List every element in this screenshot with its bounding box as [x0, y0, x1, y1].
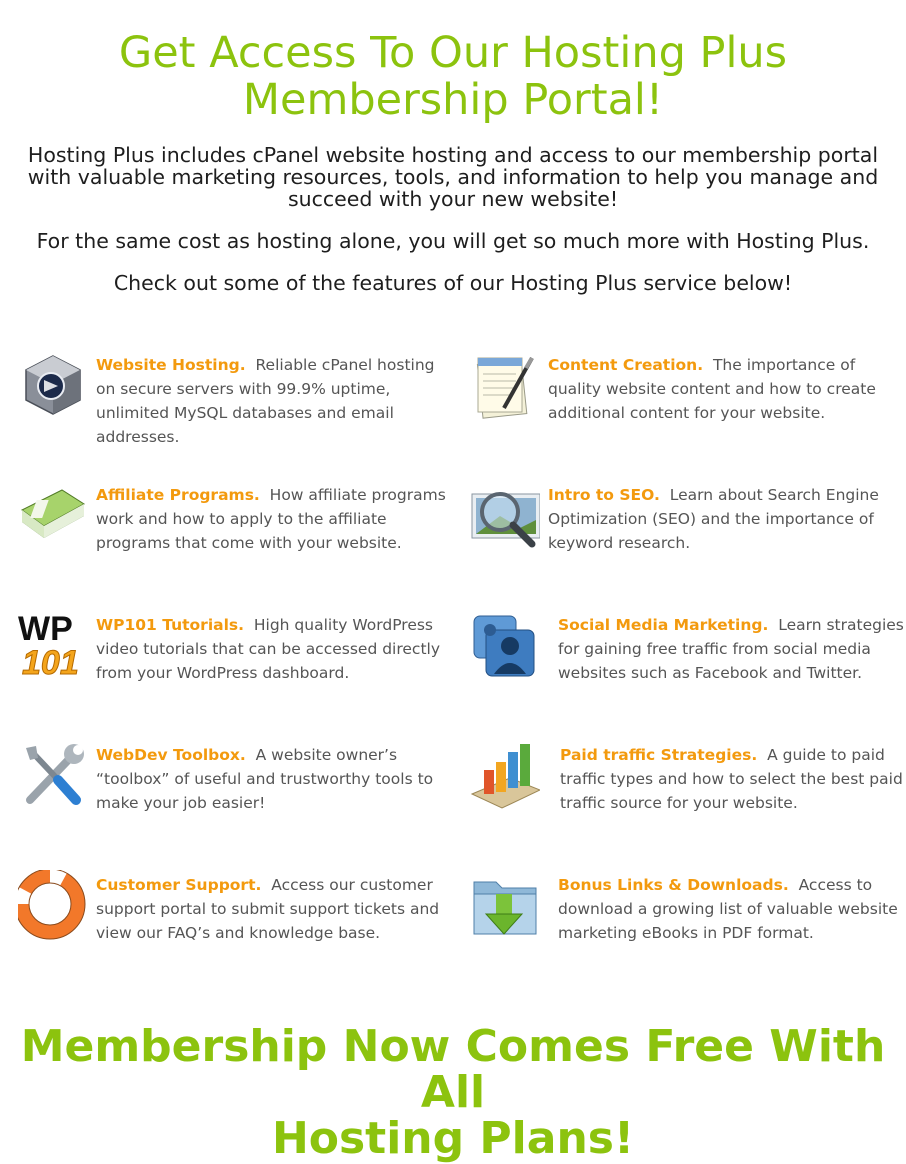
feature-title: WebDev Toolbox. — [96, 746, 246, 764]
feature-wp101-tutorials — [18, 600, 458, 710]
feature-text — [96, 743, 452, 815]
feature-title: Social Media Marketing. — [558, 616, 769, 634]
feature-title: Website Hosting. — [96, 356, 246, 374]
feature-description: Access our customer support portal to submit support tickets and view our FAQ’s and knowledge base. — [96, 876, 440, 942]
page-title-line1: Get Access To Our Hosting Plus — [118, 28, 788, 78]
page-title-line2: Membership Portal! — [242, 75, 664, 125]
feature-text — [96, 483, 452, 555]
feature-description: A website owner’s “toolbox” of useful and trustworthy tools to make your job easier! — [96, 746, 434, 812]
tools-icon — [18, 740, 88, 810]
feature-text — [558, 873, 906, 945]
feature-title: Content Creation. — [548, 356, 704, 374]
page-title — [0, 30, 906, 124]
money-stack-icon — [18, 480, 88, 550]
feature-paid-traffic-strategies — [470, 730, 906, 840]
feature-text — [558, 613, 906, 685]
feature-customer-support — [18, 860, 458, 970]
feature-description: Learn strategies for gaining free traffic from social media websites such as Facebook and Twitter. — [558, 616, 904, 682]
feature-description: Learn about Search Engine Optimization (SEO) and the importance of keyword research. — [548, 486, 879, 552]
feature-description: A guide to paid traffic types and how to select the best paid traffic source for your website. — [560, 746, 903, 812]
feature-description: How affiliate programs work and how to apply to the affiliate programs that come with your website. — [96, 486, 446, 552]
wp101-logo-icon — [18, 610, 88, 680]
free-membership-banner — [0, 1021, 906, 1164]
feature-webdev-toolbox — [18, 730, 458, 840]
feature-social-media-marketing — [470, 600, 906, 710]
feature-bonus-links-downloads — [470, 860, 906, 970]
feature-title: Bonus Links & Downloads. — [558, 876, 789, 894]
magnifier-icon — [470, 480, 540, 550]
feature-intro-to-seo — [470, 470, 906, 580]
lifebuoy-icon — [18, 870, 88, 940]
feature-text — [548, 483, 904, 555]
feature-title: Customer Support. — [96, 876, 262, 894]
feature-title: Paid traffic Strategies. — [560, 746, 758, 764]
feature-text — [548, 353, 904, 425]
footer-line1: Membership Now Comes Free With All — [20, 1021, 886, 1118]
feature-description: Access to download a growing list of valuable website marketing eBooks in PDF format. — [558, 876, 898, 942]
feature-title: Affiliate Programs. — [96, 486, 260, 504]
feature-affiliate-programs — [18, 470, 458, 580]
feature-text — [560, 743, 906, 815]
feature-description: The importance of quality website content and how to create additional content for your website. — [548, 356, 876, 422]
feature-text — [96, 613, 452, 685]
intro-features-callout: Check out some of the features of our Hosting Plus service below! — [113, 271, 793, 295]
download-folder-icon — [470, 870, 540, 940]
wp101-logo-wp: WP — [18, 610, 73, 648]
feature-content-creation — [470, 340, 906, 450]
feature-description: High quality WordPress video tutorials that can be accessed directly from your WordPress dashboard. — [96, 616, 441, 682]
intro-paragraph: Hosting Plus includes cPanel website hosting and access to our membership portal with valuable marketing resources, tools, and information to help you manage and succeed with your new website! — [27, 143, 879, 211]
document-pen-icon — [470, 350, 540, 420]
wp101-logo-101: 101 — [22, 644, 79, 680]
people-icon — [470, 610, 540, 680]
feature-website-hosting — [18, 340, 458, 450]
intro-cost-note: For the same cost as hosting alone, you will get so much more with Hosting Plus. — [36, 229, 870, 253]
feature-title: WP101 Tutorials. — [96, 616, 245, 634]
features-grid — [0, 340, 906, 980]
server-cube-icon — [18, 350, 88, 420]
footer-line2: Hosting Plans! — [271, 1113, 635, 1164]
feature-text — [96, 873, 452, 945]
feature-text — [96, 353, 452, 449]
feature-description: Reliable cPanel hosting on secure servers with 99.9% uptime, unlimited MySQL databases and email addresses. — [96, 356, 435, 446]
feature-title: Intro to SEO. — [548, 486, 660, 504]
bar-chart-icon — [470, 740, 540, 810]
